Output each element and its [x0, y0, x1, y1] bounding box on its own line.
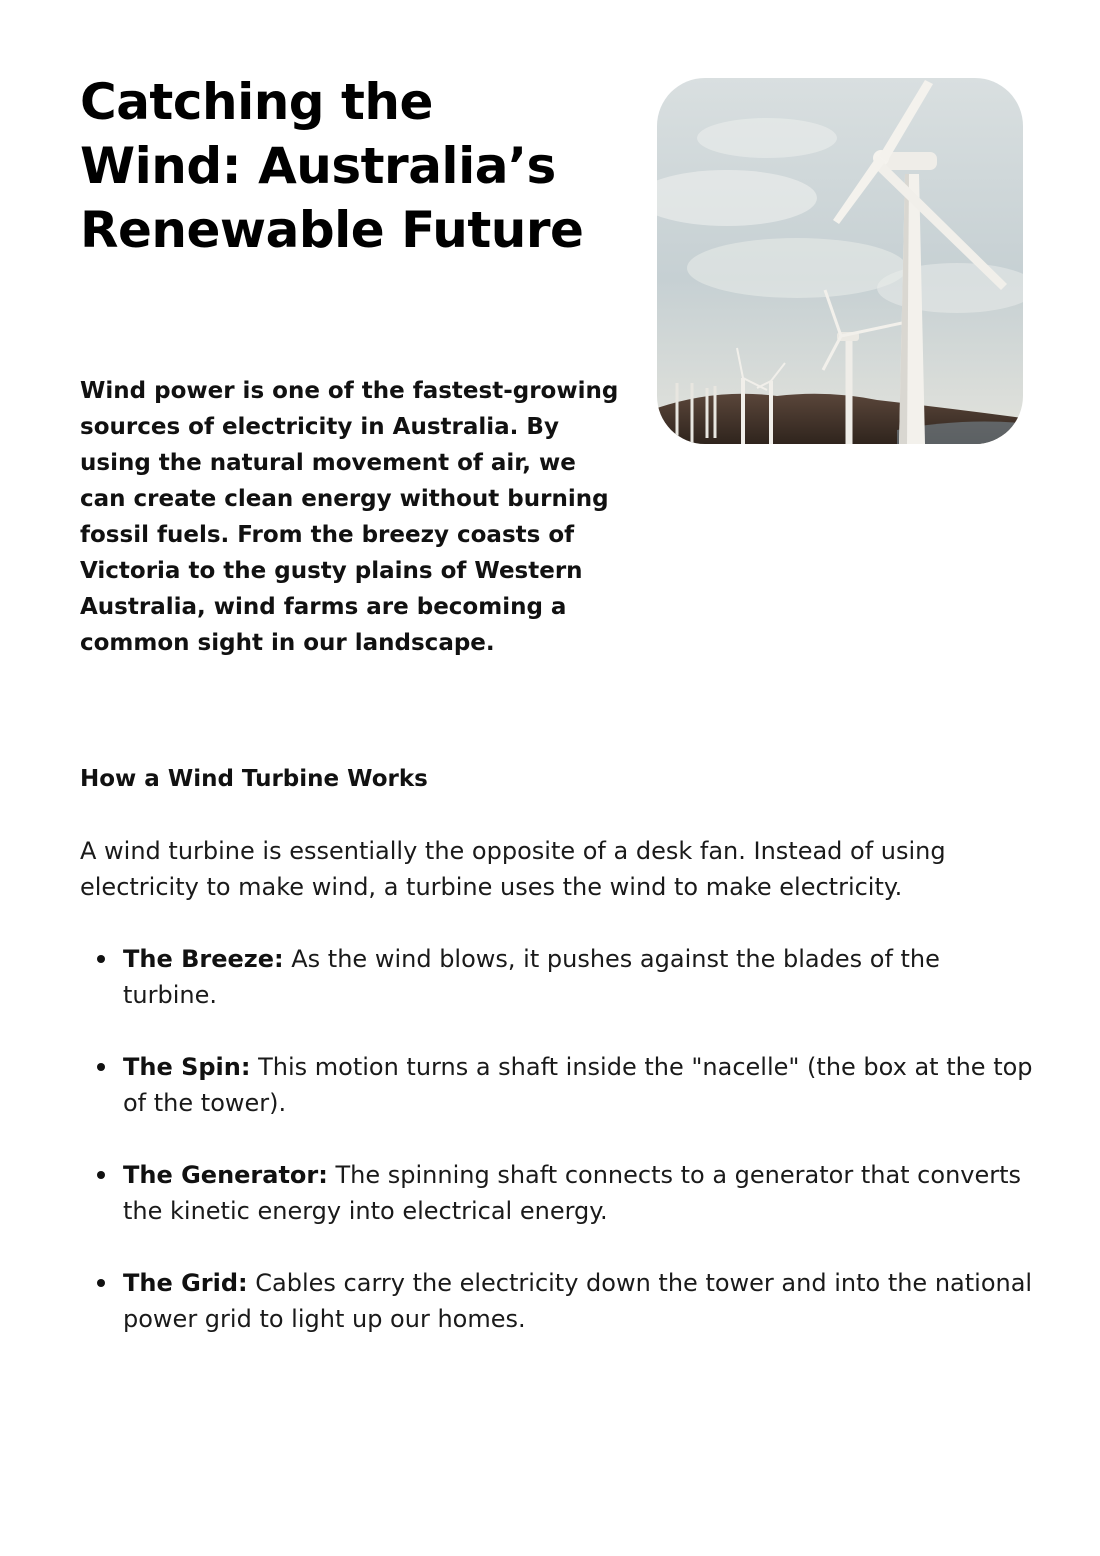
list-item-generator	[80, 1157, 1035, 1229]
bullet-icon	[97, 1279, 105, 1287]
step-term: The Generator:	[123, 1161, 328, 1189]
steps-list	[80, 941, 1035, 1373]
section-paragraph: A wind turbine is essentially the opposite of a desk fan. Instead of using electricity to make wind, a turbine uses the wind to make electricity.	[80, 837, 946, 901]
bullet-icon	[97, 1171, 105, 1179]
step-text: As the wind blows, it pushes against the blades of the turbine.	[123, 945, 940, 1009]
list-item-grid	[80, 1265, 1035, 1337]
section-heading: How a Wind Turbine Works	[80, 766, 428, 792]
step-text: Cables carry the electricity down the tower and into the national power grid to light up our homes.	[123, 1269, 1033, 1333]
step-term: The Spin:	[123, 1053, 251, 1081]
bullet-icon	[97, 955, 105, 963]
list-item-breeze	[80, 941, 1035, 1013]
step-text: This motion turns a shaft inside the "nacelle" (the box at the top of the tower).	[123, 1053, 1033, 1117]
step-text: The spinning shaft connects to a generator that converts the kinetic energy into electrical energy.	[123, 1161, 1022, 1225]
step-term: The Grid:	[123, 1269, 248, 1297]
bullet-icon	[97, 1063, 105, 1071]
intro-paragraph: Wind power is one of the fastest-growing sources of electricity in Australia. By using the natural movement of air, we can create clean energy without burning fossil fuels. From the breezy coasts of Victoria to the gusty plains of Western Australia, wind farms are becoming a common sight in our landscape.	[80, 378, 619, 656]
list-item-spin	[80, 1049, 1035, 1121]
step-term: The Breeze:	[123, 945, 284, 973]
wind-turbines-photo	[657, 78, 1023, 444]
page-title: Catching the Wind: Australia’s Renewable Future	[80, 73, 584, 259]
